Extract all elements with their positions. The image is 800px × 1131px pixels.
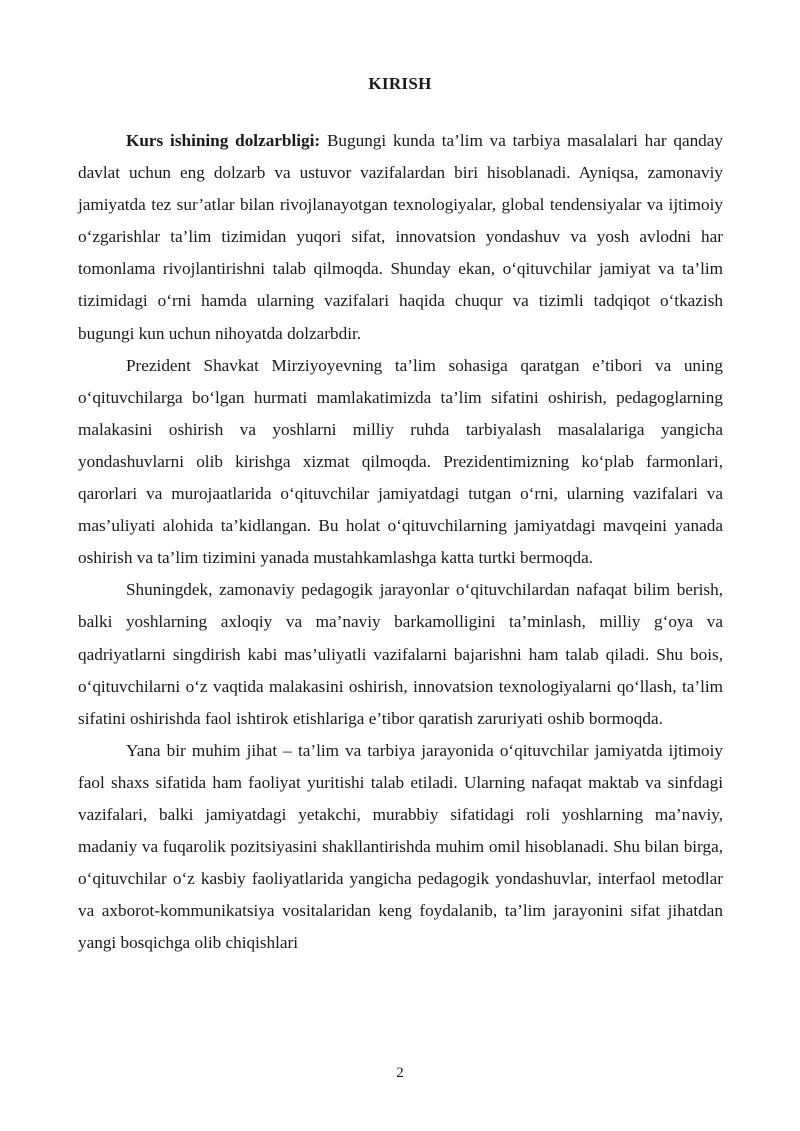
paragraph-4: Yana bir muhim jihat – ta’lim va tarbiya jarayonida o‘qituvchilar jamiyatda ijtimoiy faol shaxs sifatida ham faoliyat yuritishi talab etiladi. Ularning nafaqat maktab va sinfdagi vazifalari, balki jamiyatdagi yetakchi, murabbiy sifatidagi roli yoshlarning ma’naviy, madaniy va fuqarolik pozitsiyasini shakllantirishda muhim omil hisoblanadi. Shu bilan birga, o‘qituvchilar o‘z kasbiy faoliyatlarida yangicha pedagogik yondashuvlar, interfaol metodlar va axborot-kommunikatsiya vositalaridan keng foydalanib, ta’lim jarayonini sifat jihatdan yangi bosqichga olib chiqishlari xyxy=(78,740,723,953)
page-title: KIRISH xyxy=(368,74,432,93)
body-text xyxy=(78,125,723,959)
paragraph-1-text: Bugungi kunda ta’lim va tarbiya masalalari har qanday davlat uchun eng dolzarb va ustuvor vazifalardan biri hisoblanadi. Ayniqsa, zamonaviy jamiyatda tez sur’atlar bilan rivojlanayotgan texnologiyalar, global tendensiyalar va ijtimoiy o‘zgarishlar ta’lim tizimidan yuqori sifat, innovatsion yondashuv va yosh avlodni har tomonlama rivojlantirishni talab qilmoqda. Shunday ekan, o‘qituvchilar jamiyat va ta’lim tizimidagi o‘rni hamda ularning vazifalari haqida chuqur va tizimli tadqiqot o‘tkazish bugungi kun uchun nihoyatda dolzarbdir. xyxy=(78,131,724,343)
paragraph-2: Prezident Shavkat Mirziyoyevning ta’lim sohasiga qaratgan e’tibori va uning o‘qituvchilarga bo‘lgan hurmati mamlakatimizda ta’lim sifatini oshirish, pedagoglarning malakasini oshirish va yoshlarni milliy ruhda tarbiyalash masalalariga yangicha yondashuvlarni olib kirishga xizmat qilmoqda. Prezidentimizning ko‘plab farmonlari, qarorlari va murojaatlarida o‘qituvchilar jamiyatdagi tutgan o‘rni, ularning vazifalari va mas’uliyati alohida ta’kidlangan. Bu holat o‘qituvchilarning jamiyatdagi mavqeini yanada oshirish va ta’lim tizimini yanada mustahkamlashga katta turtki bermoqda. xyxy=(78,355,723,568)
paragraph-1 xyxy=(78,125,723,350)
page-number: 2 xyxy=(396,1065,404,1081)
paragraph-3: Shuningdek, zamonaviy pedagogik jarayonlar o‘qituvchilardan nafaqat bilim berish, balki yoshlarning axloqiy va ma’naviy barkamolligini ta’minlash, milliy g‘oya va qadriyatlarni singdirish kabi mas’uliyatli vazifalarni bajarishni ham talab qiladi. Shu bois, o‘qituvchilarni o‘z vaqtida malakasini oshirish, innovatsion texnologiyalarni qo‘llash, ta’lim sifatini oshirishda faol ishtirok etishlariga e’tibor qaratish zaruriyati oshib bormoqda. xyxy=(78,580,723,728)
lead-label: Kurs ishining dolzarbligi: xyxy=(126,131,321,150)
